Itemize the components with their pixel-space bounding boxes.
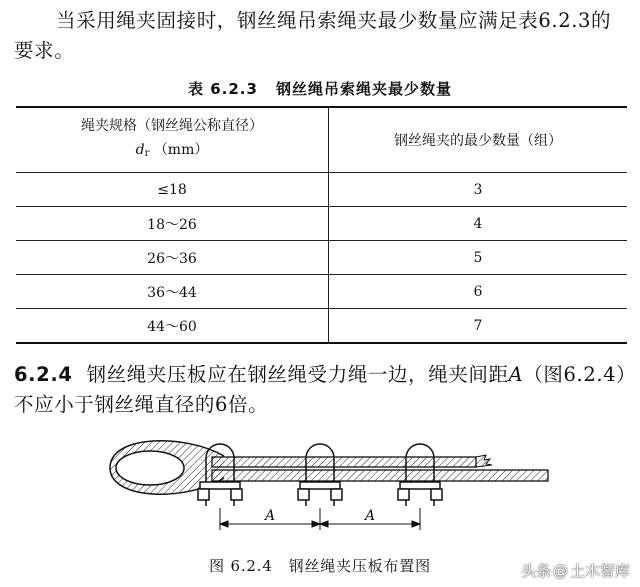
intro-paragraph: 当采用绳夹固接时，钢丝绳吊索绳夹最少数量应满足表6.2.3的要求。 [14,9,612,62]
table-row: 18～26 4 [16,207,627,241]
table-row: 26～36 5 [16,241,627,275]
watermark-brand: 头条 [520,562,551,580]
watermark-author: 土木智库 [569,562,630,580]
dimension-label-a1: A [264,508,276,524]
table-caption [0,78,640,99]
table-row: ≤18 3 [16,173,627,207]
thimble [116,451,184,485]
figure-title: 钢丝绳夹压板布置图 [288,557,431,575]
section-number: 6.2.4 [14,363,73,386]
rope-end-fray [476,455,492,467]
watermark-at: @ [552,561,568,580]
figure-number: 图 6.2.4 [209,557,273,575]
table-header-row [16,107,627,173]
header-min-count: 钢丝绳夹的最少数量（组） [329,107,628,173]
diameter-subscript: r [144,148,150,159]
rope-live-side [212,470,548,481]
table-title: 钢丝绳吊索绳夹最少数量 [275,80,452,98]
diameter-symbol: d [135,142,145,158]
clip-layout-figure [86,430,556,540]
watermark [521,560,630,581]
table-row: 36～44 6 [16,275,627,309]
rope-dead-end [212,457,476,467]
section-paragraph: 6.2.4 钢丝绳夹压板应在钢丝绳受力绳一边，绳夹间距A（图6.2.4）不应小于钢丝绳直径的6倍。 [14,363,627,416]
clip-count-table [16,106,627,344]
table-row: 44～60 7 [16,309,627,344]
header-clip-spec: 绳夹规格（钢丝绳公称直径） $d_r$ （mm） [16,107,329,173]
table-number: 表 6.2.3 [188,80,258,98]
dimension-label-a2: A [364,508,376,524]
wire-rope-clip-diagram [86,430,556,540]
dimension-lines [220,508,420,530]
